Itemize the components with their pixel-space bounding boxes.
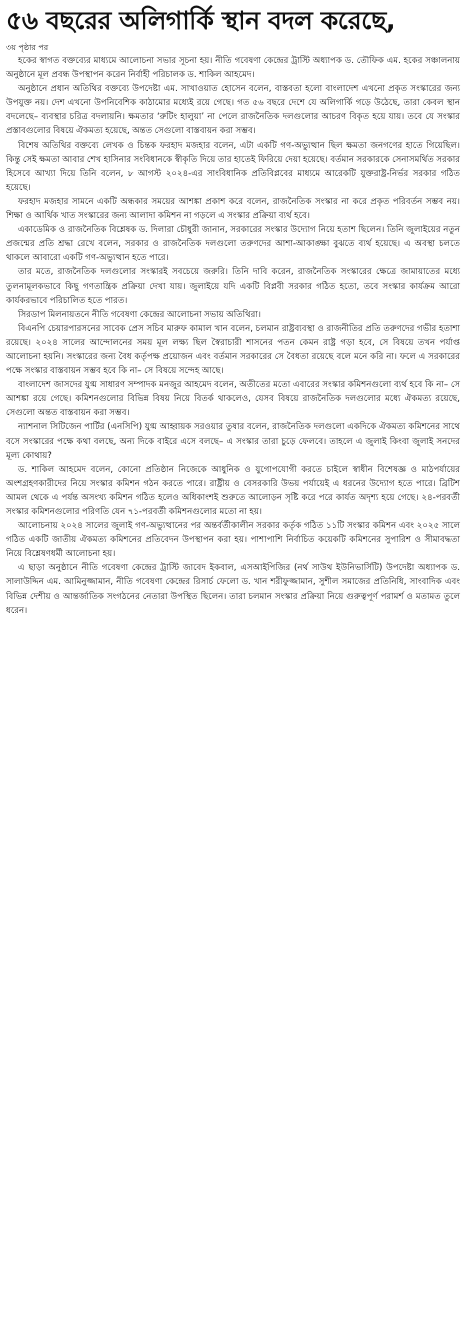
continued-from-label: ৩য় পৃষ্ঠার পর (6, 43, 49, 52)
article-paragraph: ফরহাদ মজহার সামনে একটি অন্ধকার সময়ের আশঙ্কা প্রকাশ করে বলেন, রাজনৈতিক সংস্কার না করে প্রকৃত পরিবর্তন সম্ভব নয়। শিক্ষা ও আর্থিক খাত সংস্কারের জন্য আলাদা কমিশন না গড়লে এ সংস্কার প্রক্রিয়া ব্যর্থ হবে। (6, 196, 460, 222)
headline: ৫৬ বছরের অলিগার্কি স্থান বদল করেছে, (6, 6, 396, 35)
article-paragraph: আলোচনায় ২০২৪ সালের জুলাই গণ-অভ্যুত্থানের পর অন্তর্বর্তীকালীন সরকার কর্তৃক গঠিত ১১টি সংস্কার কমিশন এবং ২০২৫ সালে গঠিত একটি জাতীয় ঐকমত্য কমিশনের প্রতিবেদন উপস্থাপন করা হয়। পাশাপাশি নির্বাচিত কয়েকটি কমিশনের সুপারিশ ও সীমাবদ্ধতা নিয়ে বিশ্লেষণধর্মী আলোচনা হয়। (6, 521, 460, 560)
article-paragraph: হকের স্বাগত বক্তব্যের মাধ্যমে আলোচনা সভার সূচনা হয়। নীতি গবেষণা কেন্দ্রের ট্রাস্টি অধ্যাপক ড. তৌফিক এম. হকের সঞ্চালনায় অনুষ্ঠানে মূল প্রবন্ধ উপস্থাপন করেন নির্বাহী পরিচালক ড. শাকিল আহমেদ। (6, 56, 460, 81)
photo-caption: সিরডাপ মিলনায়তনে নীতি গবেষণা কেন্দ্রের আলোচনা সভায় অতিথিরা। (18, 309, 261, 320)
article-paragraph: বাংলাদেশ জাসদের যুগ্ম সাধারণ সম্পাদক মনজুর আহমেদ বলেন, অতীতের মতো এবারের সংস্কার কমিশনগুলো ব্যর্থ হবে কি না– সে আশঙ্কা রয়ে গেছে। কমিশনগুলোর বিভিন্ন বিষয় নিয়ে বিতর্ক থাকলেও, যেসব বিষয়ে রাজনৈতিক দলগুলোর মধ্যে ঐকমত্য রয়েছে, সেগুলো অন্তত বাস্তবায়ন করা সম্ভব। (6, 380, 460, 419)
article-paragraph: তার মতে, রাজনৈতিক দলগুলোর সংস্কারই সবচেয়ে জরুরি। তিনি দাবি করেন, রাজনৈতিক সংস্কারের ক্ষেত্রে জামায়াতের মধ্যে তুলনামূলকভাবে কিছু গণতান্ত্রিক প্রক্রিয়া দেখা যায়। জুলাইয়ে যদি একটি বিপ্লবী সরকার গঠিত হতো, তবে সংস্কার কার্যক্রম আরো কার্যকরভাবে পরিচালিত হতে পারত। (6, 267, 460, 306)
article-paragraph: একাডেমিক ও রাজনৈতিক বিশ্লেষক ড. দিলারা চৌধুরী জানান, সরকারের সংস্কার উদ্যোগ নিয়ে হতাশ ছিলেন। তিনি জুলাইয়ের নতুন প্রজন্মের প্রতি শ্রদ্ধা রেখে বলেন, সরকার ও রাজনৈতিক দলগুলো তরুণদের আশা-আকাঙ্ক্ষা বুঝতে ব্যর্থ হয়েছে। এ অবস্থা চলতে থাকলে আবারো একটি গণ-অভ্যুত্থান হতে পারে। (6, 225, 460, 264)
article-paragraph: অনুষ্ঠানে প্রধান অতিথির বক্তব্যে উপদেষ্টা এম. সাখাওয়াত হোসেন বলেন, বাস্তবতা হলো বাংলাদেশ এখনো প্রকৃত সংস্কারের জন্য উপযুক্ত নয়। দেশ এখনো উপনিবেশিক কাঠামোর মধ্যেই রয়ে গেছে। গত ৫৬ বছরে দেশে যে অলিগার্কি গড়ে উঠেছে, তারা কেবল স্থান বদলেছে– ব্যবস্থার চরিত্র বদলায়নি। ক্ষমতার ‘রুটিং হালুয়া’ না পেলে রাজনৈতিক দলগুলোর আচরণ বিকৃত হয়ে যায়। তবে যে সংস্কার প্রস্তাবগুলোর বিষয়ে ঐকমত্য হয়েছে, অন্তত সেগুলো বাস্তবায়ন করা সম্ভব। (6, 84, 460, 137)
article-paragraph: ড. শাকিল আহমেদ বলেন, কোনো প্রতিষ্ঠান নিজেকে আধুনিক ও যুগোপযোগী করতে চাইলে স্বাধীন বিশেষজ্ঞ ও মাঠপর্যায়ের অংশগ্রহণকারীদের নিয়ে সংস্কার কমিশন গঠন করতে পারে। রাষ্ট্রীয় ও বেসরকারি উভয় পর্যায়েই এ ধরনের উদ্যোগ হতে পারে। ব্রিটিশ আমল থেকে এ পর্যন্ত অসংখ্য কমিশন গঠিত হলেও অধিকাংশই শুরুতে আলোড়ন সৃষ্টি করে পরে কার্যত অদৃশ্য হয়ে গেছে। ২৪-পরবর্তী সংস্কার কমিশনগুলোর পরিণতি যেন ৭১-পরবর্তী কমিশনগুলোর মতো না হয়। (6, 464, 460, 517)
article-paragraph: বিশেষ অতিথির বক্তব্যে লেখক ও চিন্তক ফরহাদ মজহার বলেন, এটা একটি গণ-অভ্যুত্থান ছিল ক্ষমতা জনগণের হাতে গিয়েছিল। কিন্তু সেই ক্ষমতা আবার শেখ হাসিনার সংবিধানকে স্বীকৃতি দিয়ে তার হাতেই ফিরিয়ে দেয়া হয়েছে। বর্তমান সরকারকে সেনাসমর্থিত সরকার হিসেবে আখ্যা দিয়ে তিনি বলেন, ৮ আগস্ট ২০২৪-এর সাংবিধানিক প্রতিবিপ্লবের মাধ্যমে আরেকটি যুক্তরাষ্ট্র-নির্ভর সরকার গঠিত হয়েছে। (6, 140, 460, 193)
article-body (6, 54, 460, 618)
article-paragraph: এ ছাড়া অনুষ্ঠানে নীতি গবেষণা কেন্দ্রের ট্রাস্টি জাবেদ ইকবাল, এসআইপিজির (নর্থ সাউথ ইউনিভার্সিটি) উপদেষ্টা অধ্যাপক ড. সালাউদ্দিন এম. আমিনুজ্জামান, নীতি গবেষণা কেন্দ্রের রিসার্চ ফেলো ড. খান শরীফুজ্জামান, সুশীল সমাজের প্রতিনিধি, সাংবাদিক এবং বিভিন্ন দেশীয় ও আন্তর্জাতিক সংগঠনের নেতারা উপস্থিত ছিলেন। তারা চলমান সংস্কার প্রক্রিয়া নিয়ে গুরুত্বপূর্ণ পরামর্শ ও মতামত তুলে ধরেন। (6, 563, 460, 616)
article-paragraph: বিএনপি চেয়ারপারসনের সাবেক প্রেস সচিব মারুফ কামাল খান বলেন, চলমান রাষ্ট্রব্যবস্থা ও রাজনীতির প্রতি তরুণদের গভীর হতাশা রয়েছে। ২০২৪ সালের আন্দোলনের সময় মূল লক্ষ্য ছিল স্বৈরাচারী শাসনের পতন কেমন রাষ্ট্র গড়া হবে, সে বিষয়ে তখন পর্যাপ্ত আলোচনা হয়নি। সংস্কারের জন্য বৈধ কর্তৃপক্ষ প্রয়োজন এবং বর্তমান সরকারের সে বৈধতা রয়েছে বলে মনে করি না। ফলে এ সরকারের পক্ষে সংস্কার বাস্তবায়ন সম্ভব হবে কি না– সে বিষয়ে সন্দেহ আছে। (6, 323, 460, 377)
article-paragraph: ন্যাশনাল সিটিজেন পার্টির (এনসিপি) যুগ্ম আহ্বায়ক সরওয়ার তুষার বলেন, রাজনৈতিক দলগুলো একদিকে ঐকমত্য কমিশনের সাথে বসে সংস্কারের পক্ষে কথা বলছে, অন্য দিকে বাইরে এসে বলছে– এ সংস্কার তারা চুড়ে ফেলবে। তাহলে এ জুলাই কিংবা জুলাই সনদের মূল্য কোথায়? (6, 422, 460, 461)
